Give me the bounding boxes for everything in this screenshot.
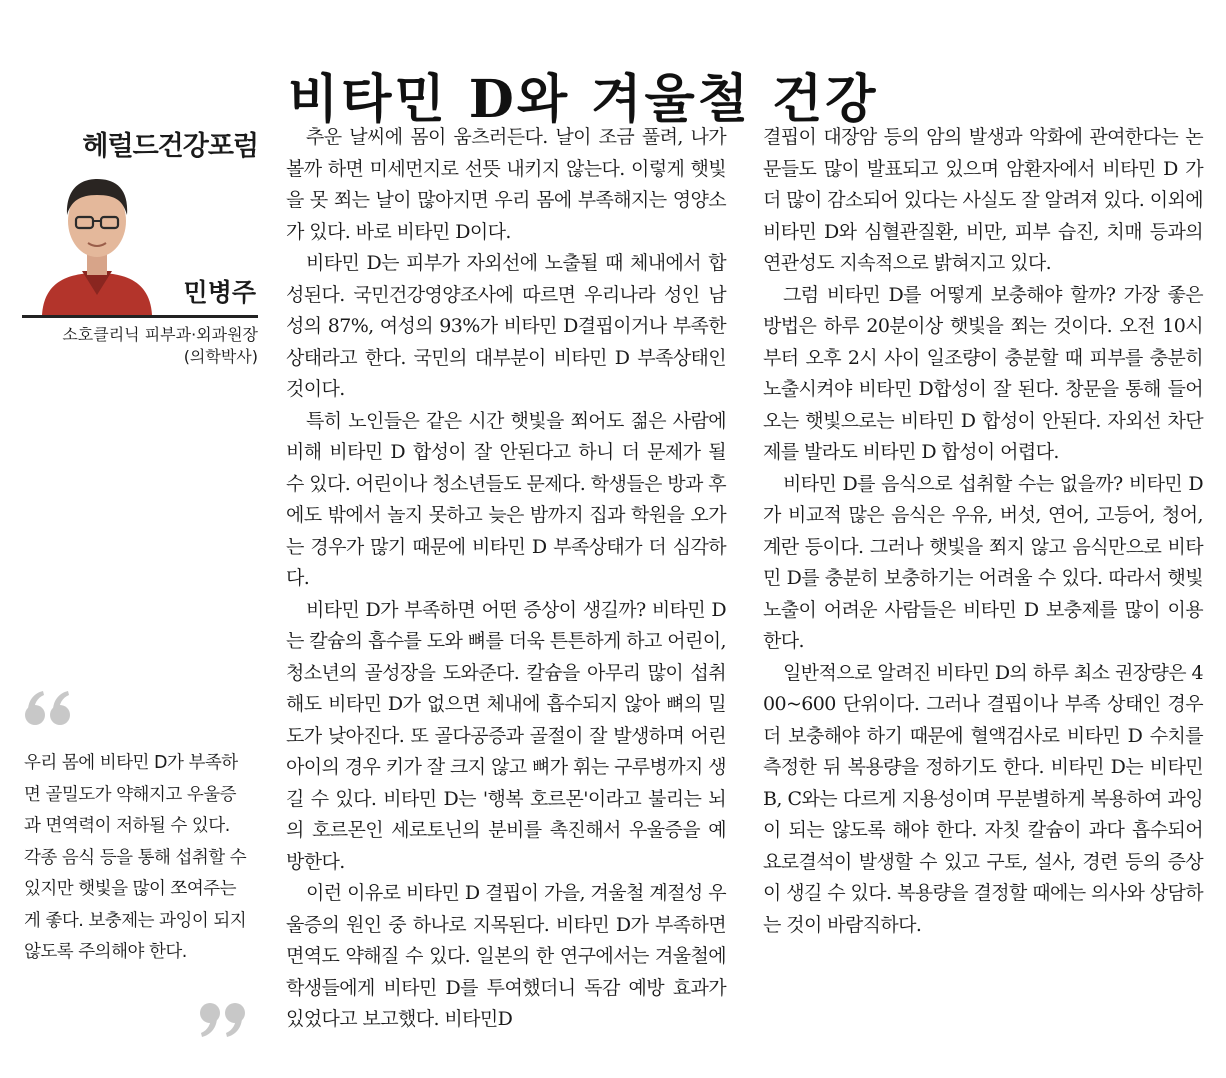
author-sidebar [22,124,258,368]
body-paragraph: 이런 이유로 비타민 D 결핍이 가을, 겨울철 계절성 우울증의 원인 중 하나로 지목된다. 비타민 D가 부족하면 면역도 약해질 수 있다. 일본의 한 연구에서는 겨울철에 학생들에게 비타민 D를 투여했더니 독감 예방 효과가 있었다고 보고했다. 비타민D [286,882,726,1030]
article-column-2 [763,122,1203,941]
author-affiliation [22,324,258,368]
body-paragraph: 비타민 D는 피부가 자외선에 노출될 때 체내에서 합성된다. 국민건강영양조사에 따르면 우리나라 성인 남성의 87%, 여성의 93%가 비타민 D결핍이거나 부족한 상태라고 한다. 국민의 대부분이 비타민 D 부족상태인 것이다. [286,252,726,400]
open-quote-icon [24,688,72,728]
body-paragraph: 추운 날씨에 몸이 움츠러든다. 날이 조금 풀려, 나가볼까 하면 미세먼지로 선뜻 내키지 않는다. 이렇게 햇빛을 못 쬐는 날이 많아지면 우리 몸에 부족해지는 영양소가 있다. 바로 비타민 D이다. [286,126,726,243]
body-paragraph: 특히 노인들은 같은 시간 햇빛을 쬐어도 젊은 사람에 비해 비타민 D 합성이 잘 안된다고 하니 더 문제가 될 수 있다. 어린이나 청소년들도 문제다. 학생들은 방과 후에도 밖에서 놀지 못하고 늦은 밤까지 집과 학원을 오가는 경우가 많기 때문에 비타민 D 부족상태가 더 심각하다. [286,409,726,589]
body-paragraph: 비타민 D를 음식으로 섭취할 수는 없을까? 비타민 D가 비교적 많은 음식은 우유, 버섯, 연어, 고등어, 청어, 계란 등이다. 그러나 햇빛을 쬐지 않고 음식만으로 비타민 D를 충분히 보충하기는 어려울 수 있다. 따라서 햇빛 노출이 어려운 사람들은 비타민 D 보충제를 많이 이용한다. [763,472,1203,652]
close-quote-icon [198,1000,246,1040]
body-paragraph: 일반적으로 알려진 비타민 D의 하루 최소 권장량은 400~600 단위이다. 그러나 결핍이나 부족 상태인 경우 더 보충해야 하기 때문에 혈액검사로 비타민 D 수치를 측정한 뒤 복용량을 정하기도 한다. 비타민 D는 비타민 B, C와는 다르게 지용성이며 무분별하게 복용하여 과잉이 되는 않도록 해야 한다. 자칫 칼슘이 과다 흡수되어 요로결석이 발생할 수 있고 구토, 설사, 경련 등의 증상이 생길 수 있다. 복용량을 결정할 때에는 의사와 상담하는 것이 바람직하다. [763,661,1203,936]
body-paragraph: 그럼 비타민 D를 어떻게 보충해야 할까? 가장 좋은 방법은 하루 20분이상 햇빛을 쬐는 것이다. 오전 10시부터 오후 2시 사이 일조량이 충분할 때 피부를 충분히 노출시켜야 비타민 D합성이 잘 된다. 창문을 통해 들어오는 햇빛으로는 비타민 D 합성이 안된다. 자외선 차단제를 발라도 비타민 D 합성이 어렵다. [763,283,1203,463]
author-photo-row [22,165,258,318]
affiliation-line: 소호클리닉 피부과·외과원장 [62,325,258,344]
column-name: 헤럴드건강포럼 [82,131,258,162]
body-paragraph: 비타민 D가 부족하면 어떤 증상이 생길까? 비타민 D는 칼슘의 흡수를 도와 뼈를 더욱 튼튼하게 하고 어린이, 청소년의 골성장을 도와준다. 칼슘을 아무리 많이 섭취해도 비타민 D가 없으면 체내에 흡수되지 않아 뼈의 밀도가 낮아진다. 또 골다공증과 골절이 잘 발생하며 어린아이의 경우 키가 잘 크지 않고 뼈가 휘는 구루병까지 생길 수 있다. 비타민 D는 '행복 호르몬'이라고 불리는 뇌의 호르몬인 세로토닌의 분비를 촉진해서 우울증을 예방한다. [286,598,726,873]
pull-quote: 우리 몸에 비타민 D가 부족하면 골밀도가 약해지고 우울증과 면역력이 저하될 수 있다. 각종 음식 등을 통해 섭취할 수 있지만 햇빛을 많이 쪼여주는 게 좋다. 보충제는 과잉이 되지 않도록 주의해야 한다. [24,753,247,962]
body-paragraph-continued: 결핍이 대장암 등의 암의 발생과 악화에 관여한다는 논문들도 많이 발표되고 있으며 암환자에서 비타민 D 가 더 많이 감소되어 있다는 사실도 잘 알려져 있다. 이외에 비타민 D와 심혈관질환, 비만, 피부 습진, 치매 등과의 연관성도 지속적으로 밝혀지고 있다. [763,126,1203,274]
affiliation-degree: (의학박사) [183,347,258,366]
article-column-1 [286,122,726,1036]
article-title: 비타민 D와 겨울철 건강 [288,68,879,130]
author-photo [38,171,156,315]
author-name: 민병주 [183,278,256,307]
